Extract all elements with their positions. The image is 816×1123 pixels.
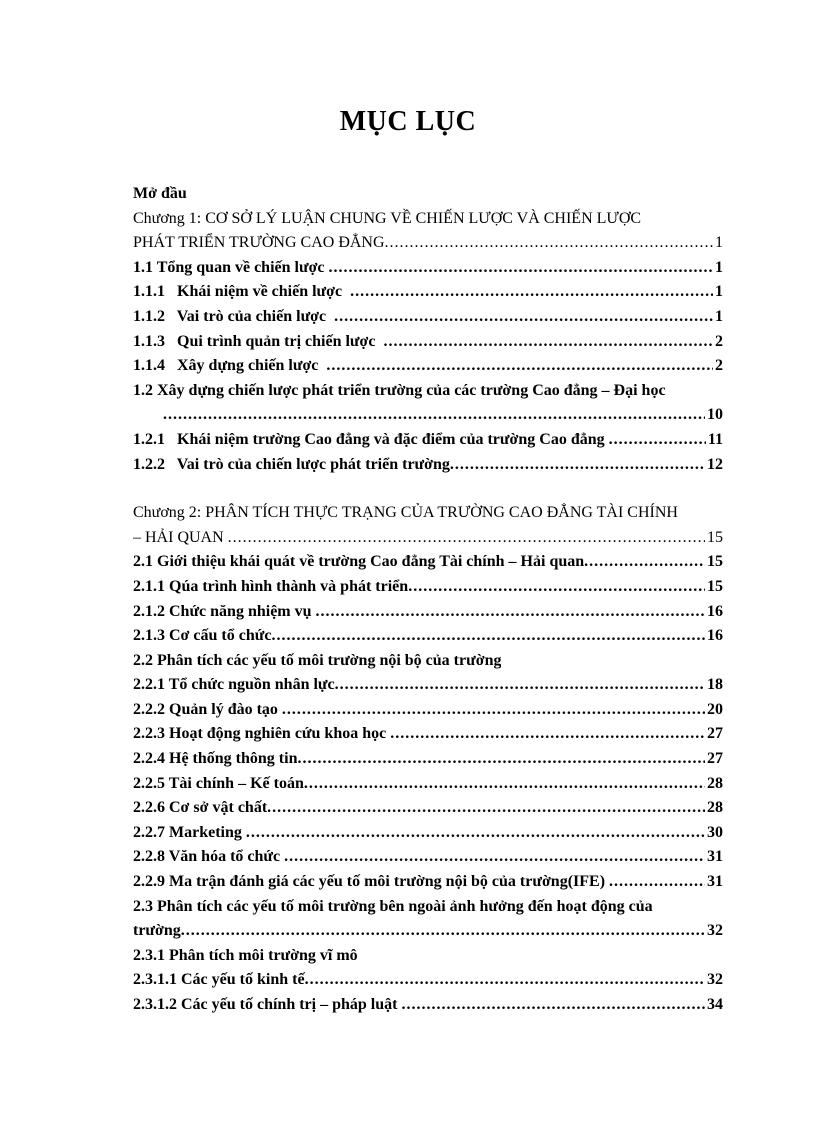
toc-entry-title: 2.3 Phân tích các yếu tố môi trường bên ngoài ảnh hưởng đến hoạt động của bbox=[133, 897, 653, 915]
toc-entry[interactable] bbox=[133, 330, 723, 355]
dot-leader bbox=[609, 428, 706, 453]
toc-entry-title: 2.2.4 Hệ thống thông tin bbox=[133, 750, 298, 768]
dot-leader bbox=[181, 919, 705, 944]
toc-entry-title: 2.1 Giới thiệu khái quát về trường Cao đẳng Tài chính – Hải quan bbox=[133, 553, 585, 571]
dot-leader bbox=[316, 600, 705, 625]
toc-entry-title: 2.2.5 Tài chính – Kế toán bbox=[133, 774, 304, 792]
toc-entry[interactable] bbox=[133, 772, 723, 797]
toc-entry-title: 2.2.2 Quản lý đào tạo bbox=[133, 700, 282, 718]
toc-entry-page: 1 bbox=[715, 283, 723, 301]
toc-entry[interactable] bbox=[133, 698, 723, 723]
toc-entry-title: 2.2.1 Tổ chức nguồn nhân lực bbox=[133, 676, 335, 694]
toc-entry-page: 10 bbox=[707, 406, 723, 424]
dot-leader bbox=[282, 698, 705, 723]
toc-entry-page: 32 bbox=[707, 922, 723, 940]
toc-entry-page: 16 bbox=[707, 602, 723, 620]
dot-leader bbox=[383, 330, 713, 355]
toc-entry[interactable] bbox=[133, 673, 723, 698]
toc-entry[interactable] bbox=[133, 575, 723, 600]
toc-entry-page: 11 bbox=[707, 430, 723, 448]
toc-entry-page: 27 bbox=[707, 725, 723, 743]
toc-entry-title: 2.3.1.2 Các yếu tố chính trị – pháp luật bbox=[133, 996, 402, 1013]
toc-entry[interactable] bbox=[133, 821, 723, 846]
toc-entry-title: 2.2.7 Marketing bbox=[133, 823, 246, 841]
dot-leader bbox=[450, 453, 705, 478]
toc-entry-title: 2.1.2 Chức năng nhiệm vụ bbox=[133, 602, 316, 620]
dot-leader bbox=[401, 993, 705, 1018]
toc-entry[interactable] bbox=[133, 231, 723, 256]
toc-entry[interactable] bbox=[133, 182, 723, 207]
toc-entry[interactable] bbox=[133, 796, 723, 821]
toc-entry[interactable] bbox=[133, 649, 723, 674]
dot-leader bbox=[163, 403, 705, 428]
toc-entry[interactable] bbox=[133, 305, 723, 330]
toc-entry[interactable] bbox=[133, 280, 723, 305]
toc-entry-title: 1.2 Xây dựng chiến lược phát triển trường của các trường Cao đẳng – Đại học bbox=[133, 381, 666, 399]
dot-leader bbox=[267, 796, 705, 821]
toc-entry-page: 15 bbox=[707, 577, 723, 595]
toc-entry[interactable] bbox=[133, 453, 723, 478]
toc-entry-title: 1.2.1 Khái niệm trường Cao đẳng và đặc điểm của trường Cao đẳng bbox=[133, 430, 609, 448]
toc-entry[interactable] bbox=[133, 845, 723, 870]
toc-entry[interactable] bbox=[133, 870, 723, 895]
toc-entry-page: 15 bbox=[707, 528, 723, 546]
toc-entry-page: 16 bbox=[707, 627, 723, 645]
toc-entry-title: Mở đầu bbox=[133, 185, 187, 202]
dot-leader bbox=[350, 280, 713, 305]
dot-leader bbox=[305, 968, 705, 993]
table-of-contents bbox=[133, 182, 723, 1018]
toc-entry[interactable] bbox=[133, 256, 723, 281]
toc-entry-title: 1.1.3 Qui trình quản trị chiến lược bbox=[133, 332, 384, 350]
toc-entry-title: 2.1.1 Qúa trình hình thành và phát triển bbox=[133, 577, 409, 595]
toc-entry[interactable] bbox=[133, 403, 723, 428]
toc-entry[interactable] bbox=[133, 550, 723, 575]
toc-entry[interactable] bbox=[133, 968, 723, 993]
toc-entry[interactable] bbox=[133, 919, 723, 944]
toc-entry-title: Chương 2: PHÂN TÍCH THỰC TRẠNG CỦA TRƯỜNG CAO ĐẲNG TÀI CHÍNH bbox=[133, 504, 678, 522]
toc-entry-title: 2.3.1 Phân tích môi trường vĩ mô bbox=[133, 946, 358, 964]
dot-leader bbox=[334, 305, 713, 330]
section-gap bbox=[133, 477, 723, 501]
dot-leader bbox=[329, 256, 713, 281]
toc-entry-page: 15 bbox=[707, 553, 723, 571]
toc-entry-page: 1 bbox=[715, 258, 723, 276]
toc-entry-page: 27 bbox=[707, 750, 723, 768]
toc-entry[interactable] bbox=[133, 747, 723, 772]
toc-entry-page: 28 bbox=[707, 774, 723, 792]
dot-leader bbox=[335, 673, 705, 698]
toc-entry-title: 1.1.1 Khái niệm về chiến lược bbox=[133, 283, 351, 301]
dot-leader bbox=[584, 550, 705, 575]
toc-entry[interactable] bbox=[133, 526, 723, 551]
dot-leader bbox=[609, 870, 705, 895]
toc-entry-title: 2.2.9 Ma trận đánh giá các yếu tố môi trường nội bộ của trường(IFE) bbox=[133, 873, 610, 891]
toc-entry-page: 1 bbox=[715, 307, 723, 325]
toc-entry-title: 2.3.1.1 Các yếu tố kinh tế bbox=[133, 971, 305, 989]
toc-entry-title: 2.2 Phân tích các yếu tố môi trường nội bộ của trường bbox=[133, 651, 502, 669]
toc-entry-title: 1.1.4 Xây dựng chiến lược bbox=[133, 357, 327, 375]
dot-leader bbox=[271, 624, 705, 649]
dot-leader bbox=[326, 354, 713, 379]
dot-leader bbox=[385, 231, 713, 256]
toc-entry-title: – HẢI QUAN bbox=[133, 528, 228, 546]
toc-entry-title: 2.2.3 Hoạt động nghiên cứu khoa học bbox=[133, 725, 391, 743]
dot-leader bbox=[304, 772, 705, 797]
toc-entry-page: 34 bbox=[707, 996, 723, 1013]
dot-leader bbox=[297, 747, 705, 772]
dot-leader bbox=[246, 821, 705, 846]
toc-entry[interactable] bbox=[133, 944, 723, 969]
toc-entry-title: 2.1.3 Cơ cấu tổ chức bbox=[133, 627, 272, 645]
toc-entry[interactable] bbox=[133, 993, 723, 1018]
toc-entry[interactable] bbox=[133, 354, 723, 379]
toc-entry-page: 2 bbox=[715, 332, 723, 350]
toc-entry[interactable] bbox=[133, 207, 723, 232]
toc-entry[interactable] bbox=[133, 428, 723, 453]
toc-entry-page: 2 bbox=[715, 357, 723, 375]
toc-entry[interactable] bbox=[133, 895, 723, 920]
toc-entry-title: PHÁT TRIỂN TRƯỜNG CAO ĐẲNG bbox=[133, 234, 385, 252]
dot-leader bbox=[390, 722, 705, 747]
toc-entry-page: 12 bbox=[707, 455, 723, 473]
toc-entry-page: 31 bbox=[707, 873, 723, 891]
toc-entry-page: 32 bbox=[707, 971, 723, 989]
dot-leader bbox=[228, 526, 705, 551]
toc-entry-page: 1 bbox=[715, 234, 723, 252]
toc-entry[interactable] bbox=[133, 722, 723, 747]
toc-entry-title: 1.2.2 Vai trò của chiến lược phát triển trường bbox=[133, 455, 450, 473]
dot-leader bbox=[284, 845, 705, 870]
toc-entry-title: 1.1 Tổng quan về chiến lược bbox=[133, 258, 329, 276]
toc-entry-page: 20 bbox=[707, 700, 723, 718]
toc-entry-page: 30 bbox=[707, 823, 723, 841]
toc-entry[interactable] bbox=[133, 624, 723, 649]
toc-entry-title: trường bbox=[133, 922, 181, 940]
dot-leader bbox=[408, 575, 705, 600]
toc-entry[interactable] bbox=[133, 379, 723, 404]
toc-entry-title: 2.2.8 Văn hóa tổ chức bbox=[133, 848, 285, 866]
toc-entry[interactable] bbox=[133, 600, 723, 625]
toc-entry-page: 18 bbox=[707, 676, 723, 694]
toc-entry[interactable] bbox=[133, 501, 723, 526]
toc-entry-page: 28 bbox=[707, 799, 723, 817]
toc-entry-title: Chương 1: CƠ SỞ LÝ LUẬN CHUNG VỀ CHIẾN LƯỢC VÀ CHIẾN LƯỢC bbox=[133, 209, 642, 227]
toc-entry-title: 2.2.6 Cơ sở vật chất bbox=[133, 799, 268, 817]
toc-entry-page: 31 bbox=[707, 848, 723, 866]
page-title: MỤC LỤC bbox=[339, 106, 477, 137]
toc-entry-title: 1.1.2 Vai trò của chiến lược bbox=[133, 307, 335, 325]
